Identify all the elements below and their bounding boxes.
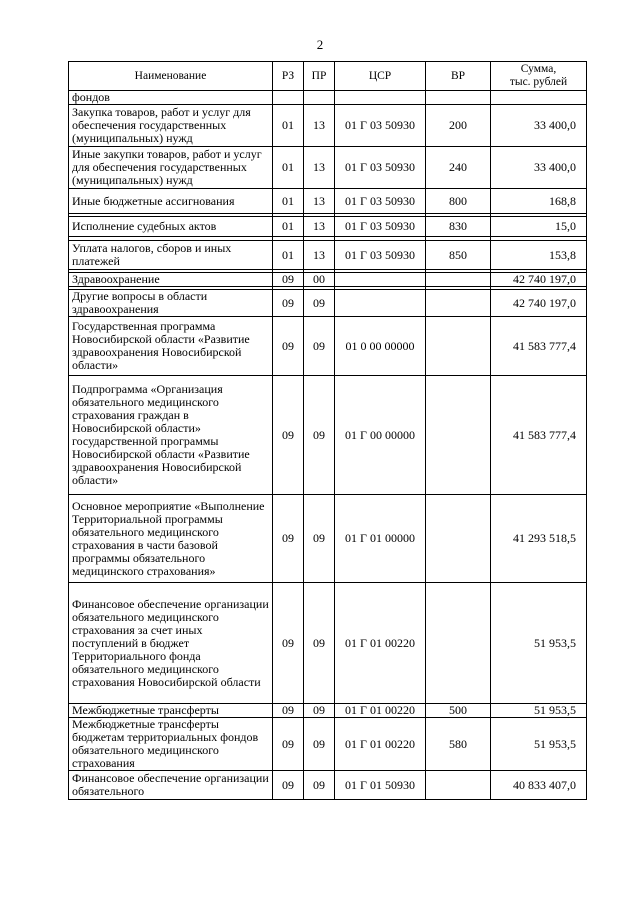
cell-pr: 13	[304, 147, 335, 189]
cell-pr: 13	[304, 189, 335, 214]
table-row	[69, 718, 587, 771]
table-row	[69, 91, 587, 105]
cell-rz	[273, 91, 304, 105]
cell-sum: 41 293 518,5	[491, 495, 587, 583]
cell-vr: 240	[426, 147, 491, 189]
cell-csr: 01 Г 03 50930	[335, 189, 426, 214]
table-row	[69, 105, 587, 147]
cell-name: Межбюджетные трансферты бюджетам территориальных фондов обязательного медицинского страхования	[69, 718, 273, 771]
table-row	[69, 273, 587, 287]
table-row	[69, 771, 587, 800]
cell-name: Финансовое обеспечение организации обязательного медицинского страхования за счет иных поступлений в бюджет Территориального фонда обязательного медицинского страхования Новосибирской области	[69, 583, 273, 704]
cell-csr: 01 Г 01 00220	[335, 583, 426, 704]
cell-csr: 01 Г 03 50930	[335, 241, 426, 270]
cell-sum: 40 833 407,0	[491, 771, 587, 800]
table-row	[69, 317, 587, 376]
cell-sum: 51 953,5	[491, 704, 587, 718]
cell-csr	[335, 290, 426, 317]
cell-vr	[426, 273, 491, 287]
header-name: Наименование	[69, 62, 273, 91]
cell-rz: 09	[273, 704, 304, 718]
cell-csr	[335, 91, 426, 105]
table-row	[69, 217, 587, 237]
cell-sum: 33 400,0	[491, 147, 587, 189]
cell-sum: 41 583 777,4	[491, 376, 587, 495]
header-rz: РЗ	[273, 62, 304, 91]
cell-pr: 09	[304, 771, 335, 800]
cell-sum: 51 953,5	[491, 583, 587, 704]
cell-sum: 42 740 197,0	[491, 290, 587, 317]
cell-csr: 01 Г 03 50930	[335, 217, 426, 237]
cell-rz: 09	[273, 273, 304, 287]
table-row	[69, 189, 587, 214]
table-row	[69, 147, 587, 189]
cell-rz: 01	[273, 189, 304, 214]
cell-csr: 01 Г 03 50930	[335, 105, 426, 147]
cell-sum: 33 400,0	[491, 105, 587, 147]
cell-rz: 09	[273, 376, 304, 495]
cell-csr: 01 Г 01 00220	[335, 704, 426, 718]
cell-rz: 09	[273, 771, 304, 800]
table-header-row	[69, 62, 587, 91]
cell-sum	[491, 91, 587, 105]
cell-csr: 01 Г 03 50930	[335, 147, 426, 189]
cell-pr: 09	[304, 290, 335, 317]
table-row	[69, 241, 587, 270]
cell-sum: 168,8	[491, 189, 587, 214]
cell-csr	[335, 273, 426, 287]
cell-pr: 13	[304, 105, 335, 147]
cell-pr: 09	[304, 704, 335, 718]
cell-rz: 01	[273, 147, 304, 189]
cell-name: Уплата налогов, сборов и иных платежей	[69, 241, 273, 270]
cell-name: Другие вопросы в области здравоохранения	[69, 290, 273, 317]
cell-sum: 51 953,5	[491, 718, 587, 771]
cell-vr: 200	[426, 105, 491, 147]
cell-vr	[426, 771, 491, 800]
cell-name: Финансовое обеспечение организации обязательного	[69, 771, 273, 800]
table-row	[69, 704, 587, 718]
cell-rz: 09	[273, 495, 304, 583]
cell-vr	[426, 290, 491, 317]
cell-csr: 01 Г 01 00000	[335, 495, 426, 583]
cell-csr: 01 Г 01 50930	[335, 771, 426, 800]
cell-sum: 15,0	[491, 217, 587, 237]
table-row	[69, 495, 587, 583]
cell-name: Иные бюджетные ассигнования	[69, 189, 273, 214]
cell-rz: 09	[273, 290, 304, 317]
cell-sum: 153,8	[491, 241, 587, 270]
cell-pr: 13	[304, 217, 335, 237]
cell-name: Закупка товаров, работ и услуг для обеспечения государственных (муниципальных) нужд	[69, 105, 273, 147]
cell-name: Иные закупки товаров, работ и услуг для обеспечения государственных (муниципальных) нужд	[69, 147, 273, 189]
cell-vr: 830	[426, 217, 491, 237]
cell-vr: 580	[426, 718, 491, 771]
cell-name: фондов	[69, 91, 273, 105]
cell-rz: 01	[273, 105, 304, 147]
cell-pr: 09	[304, 495, 335, 583]
cell-csr: 01 0 00 00000	[335, 317, 426, 376]
cell-csr: 01 Г 01 00220	[335, 718, 426, 771]
cell-pr	[304, 91, 335, 105]
header-csr: ЦСР	[335, 62, 426, 91]
cell-pr: 09	[304, 376, 335, 495]
cell-name: Межбюджетные трансферты	[69, 704, 273, 718]
cell-vr	[426, 495, 491, 583]
cell-rz: 09	[273, 317, 304, 376]
cell-pr: 09	[304, 583, 335, 704]
cell-rz: 09	[273, 583, 304, 704]
table-row	[69, 376, 587, 495]
cell-pr: 13	[304, 241, 335, 270]
cell-name: Основное мероприятие «Выполнение Территориальной программы обязательного медицинского страхования в части базовой программы обязательного медицинского страхования»	[69, 495, 273, 583]
cell-vr	[426, 91, 491, 105]
cell-vr	[426, 583, 491, 704]
cell-pr: 09	[304, 317, 335, 376]
cell-pr: 00	[304, 273, 335, 287]
cell-sum: 41 583 777,4	[491, 317, 587, 376]
cell-name: Здравоохранение	[69, 273, 273, 287]
cell-name: Государственная программа Новосибирской области «Развитие здравоохранения Новосибирской области»	[69, 317, 273, 376]
cell-vr: 850	[426, 241, 491, 270]
header-pr: ПР	[304, 62, 335, 91]
header-sum: Сумма, тыс. рублей	[491, 62, 587, 91]
cell-rz: 09	[273, 718, 304, 771]
cell-vr: 500	[426, 704, 491, 718]
cell-pr: 09	[304, 718, 335, 771]
table-row	[69, 583, 587, 704]
page-number: 2	[316, 37, 324, 52]
cell-vr	[426, 317, 491, 376]
cell-csr: 01 Г 00 00000	[335, 376, 426, 495]
cell-vr: 800	[426, 189, 491, 214]
cell-sum: 42 740 197,0	[491, 273, 587, 287]
cell-name: Подпрограмма «Организация обязательного медицинского страхования граждан в Новосибирской области» государственной программы Новосибирской области «Развитие здравоохранения Новосибирской области»	[69, 376, 273, 495]
cell-rz: 01	[273, 217, 304, 237]
table-row	[69, 290, 587, 317]
cell-rz: 01	[273, 241, 304, 270]
header-vr: ВР	[426, 62, 491, 91]
cell-name: Исполнение судебных актов	[69, 217, 273, 237]
budget-table	[68, 61, 587, 800]
cell-vr	[426, 376, 491, 495]
